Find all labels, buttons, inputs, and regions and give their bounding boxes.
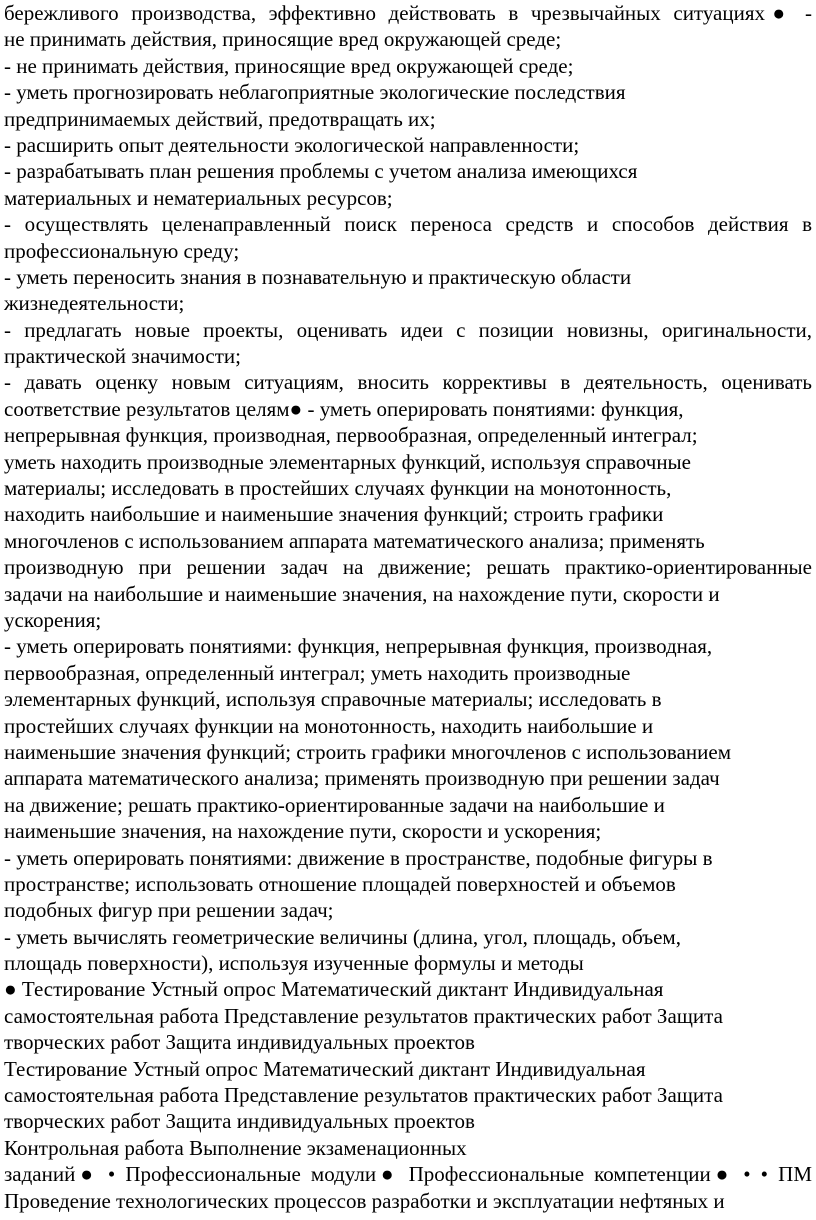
text-line: задачи на наибольшие и наименьшие значения, на нахождение пути, скорости и <box>4 581 720 606</box>
text-line: простейших случаях функции на монотонность, находить наибольшие и <box>4 713 654 738</box>
text-line: - давать оценку новым ситуациям, вносить коррективы в деятельность, оценивать <box>4 370 812 395</box>
text-line: Тестирование Устный опрос Математический диктант Индивидуальная <box>4 1056 646 1081</box>
text-line: ● Тестирование Устный опрос Математический диктант Индивидуальная <box>4 977 664 1002</box>
text-line: - уметь оперировать понятиями: движение в пространстве, подобные фигуры в <box>4 845 713 870</box>
text-line: самостоятельная работа Представление результатов практических работ Защита <box>4 1003 723 1028</box>
text-line: подобных фигур при решении задач; <box>4 898 334 923</box>
text-line: самостоятельная работа Представление результатов практических работ Защита <box>4 1083 723 1108</box>
text-line: - расширить опыт деятельности экологической направленности; <box>4 132 580 157</box>
text-line: творческих работ Защита индивидуальных проектов <box>4 1030 475 1055</box>
text-line: - уметь прогнозировать неблагоприятные экологические последствия <box>4 80 626 105</box>
text-line: - уметь переносить знания в познавательную и практическую области <box>4 264 632 289</box>
text-line: материальных и нематериальных ресурсов; <box>4 185 393 210</box>
text-line: на движение; решать практико-ориентированные задачи на наибольшие и <box>4 792 665 817</box>
text-line: Контрольная работа Выполнение экзаменационных <box>4 1135 467 1160</box>
text-line: находить наибольшие и наименьшие значения функций; строить графики <box>4 502 664 527</box>
text-line: наименьшие значения функций; строить графики многочленов с использованием <box>4 739 731 764</box>
text-line: - уметь вычислять геометрические величины (длина, угол, площадь, объем, <box>4 924 681 949</box>
text-line: - не принимать действия, приносящие вред окружающей среде; <box>4 53 574 78</box>
text-line: непрерывная функция, производная, первообразная, определенный интеграл; <box>4 423 698 448</box>
text-line: материалы; исследовать в простейших случаях функции на монотонность, <box>4 476 672 501</box>
text-line: - разрабатывать план решения проблемы с учетом анализа имеющихся <box>4 159 638 184</box>
text-line: ускорения; <box>4 607 102 632</box>
text-line: - уметь оперировать понятиями: функция, непрерывная функция, производная, <box>4 634 713 659</box>
text-line: аппарата математического анализа; применять производную при решении задач <box>4 766 720 791</box>
text-line: уметь находить производные элементарных функций, используя справочные <box>4 449 691 474</box>
text-line: практической значимости; <box>4 344 241 369</box>
text-line: бережливого производства, эффективно действовать в чрезвычайных ситуациях● - <box>4 1 812 25</box>
text-line: элементарных функций, используя справочные материалы; исследовать в <box>4 687 662 712</box>
text-line: - предлагать новые проекты, оценивать идеи с позиции новизны, оригинальности, <box>4 317 812 342</box>
text-line: наименьшие значения, на нахождение пути, скорости и ускорения; <box>4 819 602 844</box>
text-line: первообразная, определенный интеграл; уметь находить производные <box>4 660 631 685</box>
text-line: профессиональную среду; <box>4 238 240 263</box>
text-line: предпринимаемых действий, предотвращать их; <box>4 106 436 131</box>
text-line: не принимать действия, приносящие вред окружающей среде; <box>4 27 562 52</box>
text-line: площадь поверхности), используя изученные формулы и методы <box>4 951 584 976</box>
text-line: соответствие результатов целям● - уметь оперировать понятиями: функция, <box>4 396 684 421</box>
text-line: Проведение технологических процессов разработки и эксплуатации нефтяных и <box>4 1188 725 1213</box>
text-line: производную при решении задач на движение; решать практико-ориентированные <box>4 555 812 580</box>
text-line: пространстве; использовать отношение площадей поверхностей и объемов <box>4 871 676 896</box>
text-line: жизнедеятельности; <box>4 291 185 316</box>
text-line: многочленов с использованием аппарата математического анализа; применять <box>4 528 705 553</box>
text-line: - осуществлять целенаправленный поиск переноса средств и способов действия в <box>4 212 812 237</box>
text-line: творческих работ Защита индивидуальных проектов <box>4 1109 475 1134</box>
text-line: заданий● • Профессиональные модули● Профессиональные компетенции● • • ПМ <box>4 1162 812 1187</box>
